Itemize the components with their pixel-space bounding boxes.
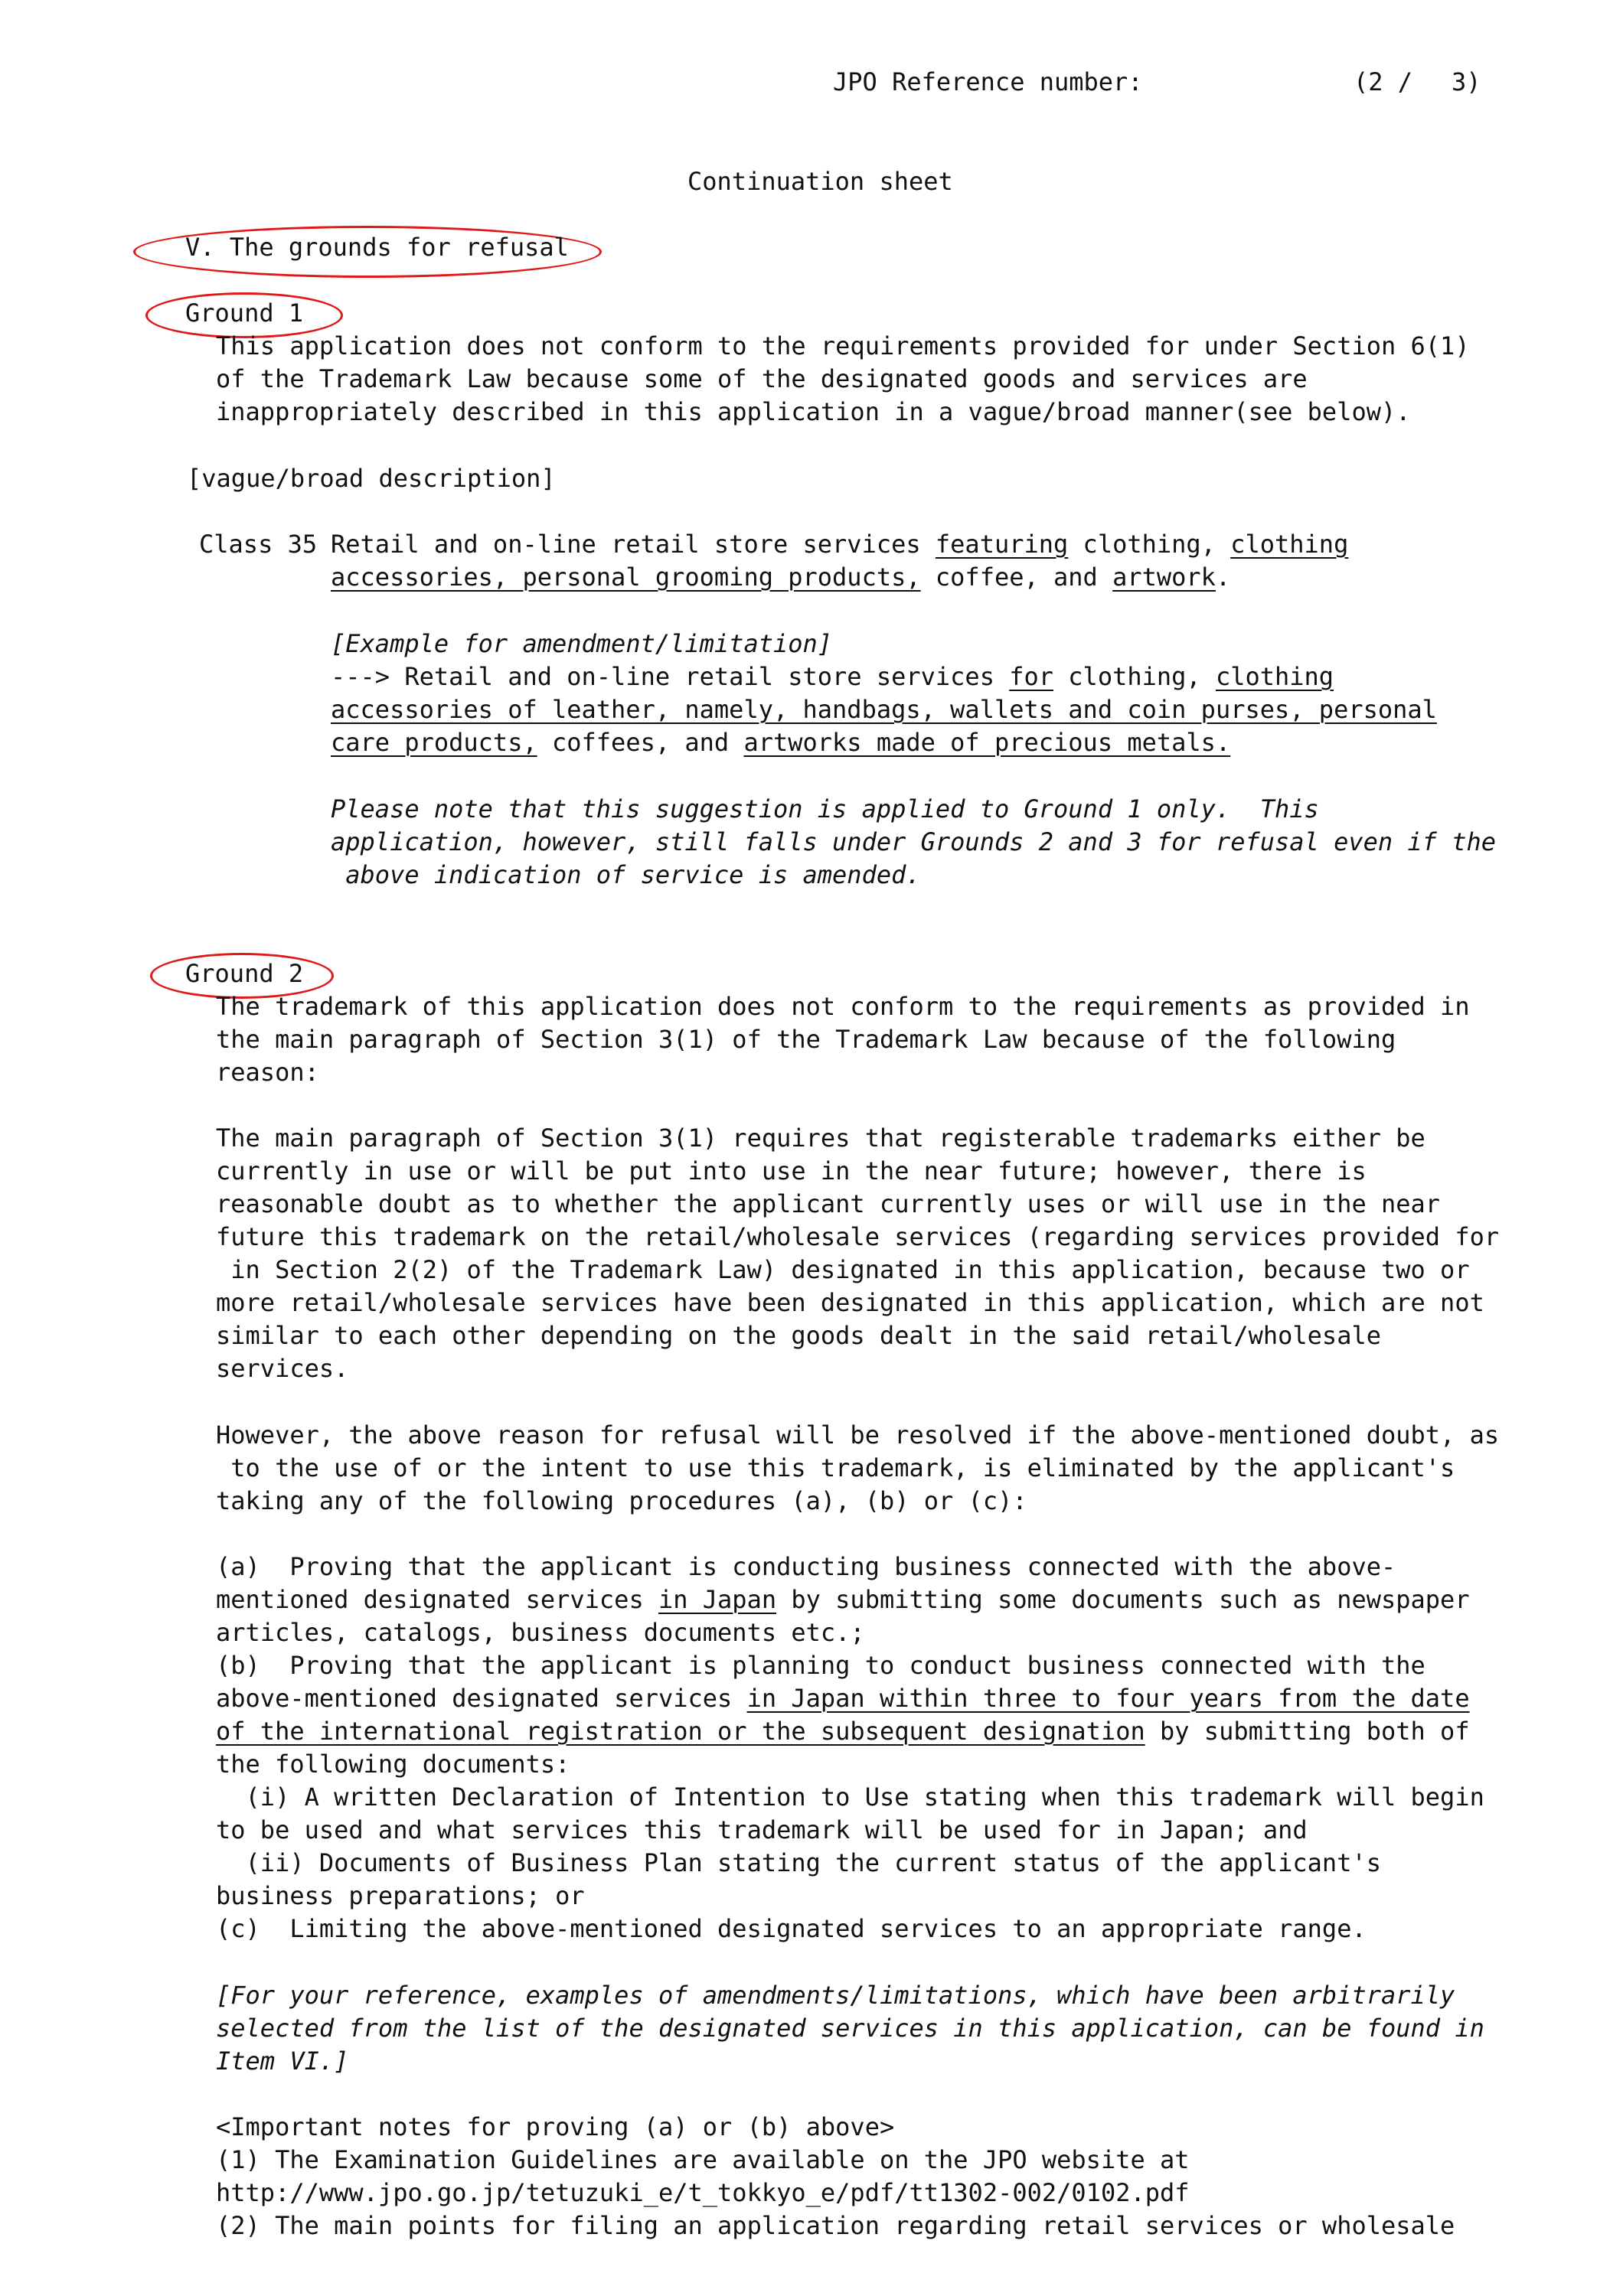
page-total: 3) [1452,67,1481,96]
procedure-b-line: above-mentioned designated services in Japan within three to four years from the date [216,1684,1470,1713]
procedure-a-line: (a) Proving that the applicant is conducting business connected with the above- [216,1552,1396,1581]
document-title: Continuation sheet [687,167,953,196]
ground2-heading: Ground 2 [185,959,304,988]
class-description-line: Retail and on-line retail store services featuring clothing, clothing [331,530,1349,559]
ground1-heading: Ground 1 [185,298,304,328]
ground1-line: This application does not conform to the requirements provided for under Section 6(1) [216,331,1470,360]
ground1-line: inappropriately described in this application in a vague/broad manner(see below). [216,397,1411,426]
procedure-b-item: (ii) Documents of Business Plan stating the current status of the applicant's [216,1848,1381,1877]
example-line: accessories of leather, namely, handbags, wallets and coin purses, personal [331,695,1437,724]
class-description-line: accessories, personal grooming products, coffee, and artwork. [331,563,1231,592]
procedure-b-item: to be used and what services this trademark will be used for in Japan; and [216,1815,1308,1844]
paragraph-line: taking any of the following procedures (a), (b) or (c): [216,1486,1027,1515]
reference-note-line: Item VI.] [216,2047,349,2076]
paragraph-line: to the use of or the intent to use this trademark, is eliminated by the applicant's [216,1453,1455,1482]
vague-description-heading: [vague/broad description] [187,464,556,493]
paragraph-line: currently in use or will be put into use in the near future; however, there is [216,1156,1367,1186]
procedure-b-line: of the international registration or the subsequent designation by submitting both of [216,1717,1470,1746]
paragraph-line: future this trademark on the retail/wholesale services (regarding services provided for [216,1222,1500,1251]
paragraph-line: similar to each other depending on the goods dealt in the said retail/wholesale [216,1321,1381,1350]
ground2-intro-line: the main paragraph of Section 3(1) of the Trademark Law because of the following [216,1025,1396,1054]
reference-note-line: [For your reference, examples of amendments/limitations, which have been arbitrarily [216,1981,1455,2010]
procedure-c-line: (c) Limiting the above-mentioned designated services to an appropriate range. [216,1914,1367,1943]
important-notes-heading: <Important notes for proving (a) or (b) above> [216,2112,895,2141]
procedure-a-line: mentioned designated services in Japan by submitting some documents such as newspaper [216,1585,1470,1614]
procedure-b-item: (i) A written Declaration of Intention to Use stating when this trademark will begin [216,1782,1484,1812]
paragraph-line: The main paragraph of Section 3(1) requires that registerable trademarks either be [216,1124,1425,1153]
procedure-b-line: (b) Proving that the applicant is planning to conduct business connected with the [216,1651,1425,1680]
note-line: application, however, still falls under Grounds 2 and 3 for refusal even if the [331,827,1496,856]
reference-number-label: JPO Reference number: [833,67,1143,96]
ground2-intro-line: The trademark of this application does not conform to the requirements as provided in [216,992,1470,1021]
important-note-line: (2) The main points for filing an application regarding retail services or wholesale [216,2211,1455,2240]
note-line: above indication of service is amended. [331,860,921,889]
paragraph-line: in Section 2(2) of the Trademark Law) designated in this application, because two or [216,1255,1470,1284]
procedure-a-line: articles, catalogs, business documents etc.; [216,1618,865,1647]
paragraph-line: reasonable doubt as to whether the applicant currently uses or will use in the near [216,1189,1441,1218]
important-note-line: (1) The Examination Guidelines are available on the JPO website at [216,2145,1190,2174]
paragraph-line: more retail/wholesale services have been designated in this application, which are not [216,1288,1484,1317]
example-heading: [Example for amendment/limitation] [331,629,833,658]
guidelines-link[interactable]: http://www.jpo.go.jp/tetuzuki_e/t_tokkyo_e/pdf/tt1302-002/0102.pdf [216,2178,1190,2207]
note-line: Please note that this suggestion is applied to Ground 1 only. This [331,794,1319,823]
reference-note-line: selected from the list of the designated services in this application, can be found in [216,2014,1484,2043]
page-number: (2 / [1354,67,1413,96]
section-heading: V. The grounds for refusal [185,233,569,262]
example-line: care products, coffees, and artworks made of precious metals. [331,728,1231,757]
paragraph-line: services. [216,1354,349,1383]
paragraph-line: However, the above reason for refusal will be resolved if the above-mentioned doubt, as [216,1420,1500,1450]
example-line: ---> Retail and on-line retail store services for clothing, clothing [331,662,1334,691]
procedure-b-line: the following documents: [216,1750,570,1779]
class-label: Class 35 [199,530,318,559]
ground2-intro-line: reason: [216,1058,319,1087]
procedure-b-item: business preparations; or [216,1881,585,1910]
ground1-line: of the Trademark Law because some of the designated goods and services are [216,364,1308,393]
